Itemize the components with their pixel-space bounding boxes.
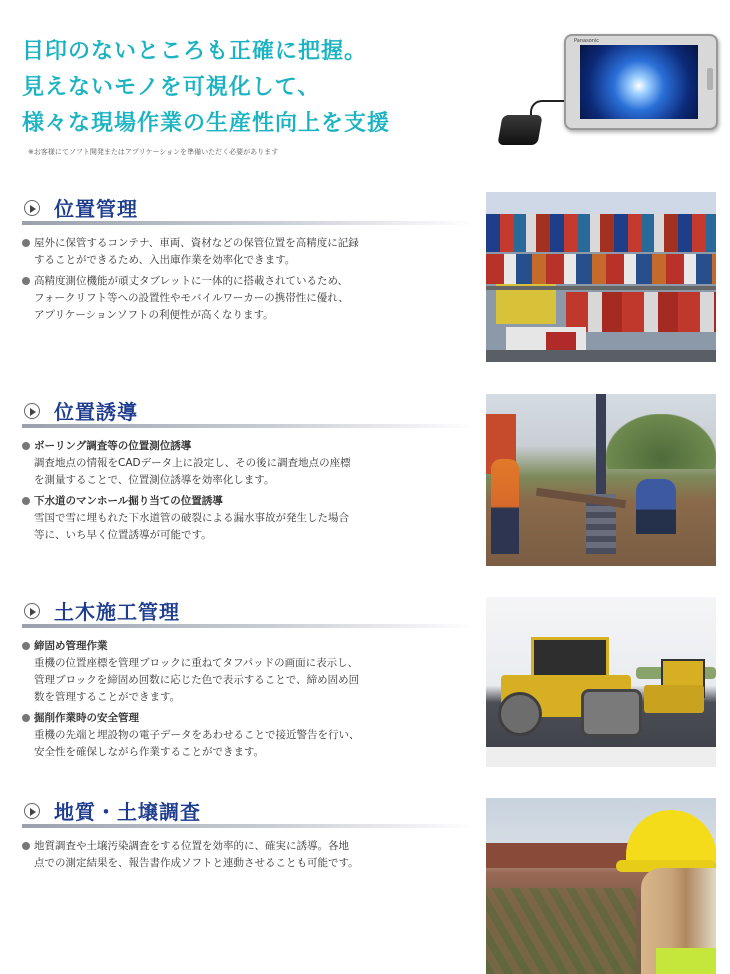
item-heading: 下水道のマンホール掘り当ての位置誘導	[34, 495, 223, 507]
bullet-icon	[22, 714, 30, 722]
play-circle-icon	[24, 603, 40, 619]
list-item	[22, 710, 477, 761]
photo-road-rollers	[486, 597, 716, 767]
item-heading: ボーリング調査等の位置測位誘導	[34, 440, 192, 452]
item-text: 等に、いち早く位置誘導が可能です。	[34, 529, 212, 541]
play-circle-icon	[24, 803, 40, 819]
headline-line-3: 様々な現場作業の生産性向上を支援	[22, 111, 391, 136]
bullet-icon	[22, 497, 30, 505]
item-text: 数を管理することができます。	[34, 691, 181, 703]
item-text: 地質調査や土壌汚染調査をする位置を効率的に、確実に誘導。各地	[34, 840, 349, 852]
item-text: 管理ブロックを締固め回数に応じた色で表示することで、締め固め回	[34, 674, 360, 686]
section-title: 位置誘導	[54, 400, 138, 424]
list-item	[22, 493, 477, 544]
item-text: アプリケーションソフトの利便性が高くなります。	[34, 309, 274, 321]
list-item	[22, 638, 477, 706]
item-text: 高精度測位機能が頑丈タブレットに一体的に搭載されているため、	[34, 275, 349, 287]
tablet-body	[564, 34, 718, 130]
section-position-guidance	[22, 396, 477, 548]
section-header	[22, 596, 477, 628]
section-divider	[22, 824, 477, 828]
photo-container-yard	[486, 192, 716, 362]
item-text: 重機の先端と埋設物の電子データをあわせることで接近警告を行い、	[34, 729, 360, 741]
list-item	[22, 273, 477, 324]
item-text: 重機の位置座標を管理ブロックに重ねてタフパッドの画面に表示し、	[34, 657, 359, 669]
bullet-icon	[22, 239, 30, 247]
bullet-list	[22, 638, 477, 761]
item-text: 点での測定結果を、報告書作成ソフトと連動させることも可能です。	[34, 857, 359, 869]
item-text: することができるため、入出庫作業を効率化できます。	[34, 254, 296, 266]
bullet-list	[22, 838, 477, 872]
headline	[22, 34, 492, 142]
photo-geologist	[486, 798, 716, 974]
section-position-management	[22, 193, 477, 328]
section-divider	[22, 221, 477, 225]
tablet-screen	[580, 45, 698, 119]
bullet-icon	[22, 642, 30, 650]
bullet-icon	[22, 442, 30, 450]
photo-boring-survey	[486, 394, 716, 566]
list-item	[22, 838, 477, 872]
section-divider	[22, 624, 477, 628]
item-heading: 掘削作業時の安全管理	[34, 712, 139, 724]
section-header	[22, 396, 477, 428]
section-header	[22, 796, 477, 828]
footnote: ※お客様にてソフト開発またはアプリケーションを準備いただく必要があります	[28, 148, 279, 156]
bullet-icon	[22, 842, 30, 850]
item-text: を測量することで、位置測位誘導を効率化します。	[34, 474, 275, 486]
section-header	[22, 193, 477, 225]
list-item	[22, 235, 477, 269]
tablet-handle	[707, 68, 713, 90]
section-geological-survey	[22, 796, 477, 876]
item-text: 雪国で雪に埋もれた下水道管の破裂による漏水事故が発生した場合	[34, 512, 349, 524]
section-title: 土木施工管理	[54, 600, 180, 624]
section-title: 地質・土壌調査	[54, 800, 201, 824]
section-title: 位置管理	[54, 197, 138, 221]
item-heading: 締固め管理作業	[34, 640, 108, 652]
bullet-list	[22, 235, 477, 324]
item-text: 調査地点の情報をCADデータ上に設定し、その後に調査地点の座標	[34, 457, 351, 469]
play-circle-icon	[24, 200, 40, 216]
item-text: フォークリフト等への設置性やモバイルワーカーの携帯性に優れ、	[34, 292, 349, 304]
play-circle-icon	[24, 403, 40, 419]
tablet-device	[560, 30, 720, 130]
gnss-receiver	[497, 115, 542, 145]
bullet-list	[22, 438, 477, 544]
section-divider	[22, 424, 477, 428]
item-text: 屋外に保管するコンテナ、車両、資材などの保管位置を高精度に記録	[34, 237, 359, 249]
item-text: 安全性を確保しながら作業することができます。	[34, 746, 265, 758]
tablet-brand: Panasonic	[574, 38, 600, 44]
section-civil-construction	[22, 596, 477, 765]
headline-line-1: 目印のないところも正確に把握。	[22, 39, 368, 64]
list-item	[22, 438, 477, 489]
headline-line-2: 見えないモノを可視化して、	[22, 75, 321, 100]
bullet-icon	[22, 277, 30, 285]
